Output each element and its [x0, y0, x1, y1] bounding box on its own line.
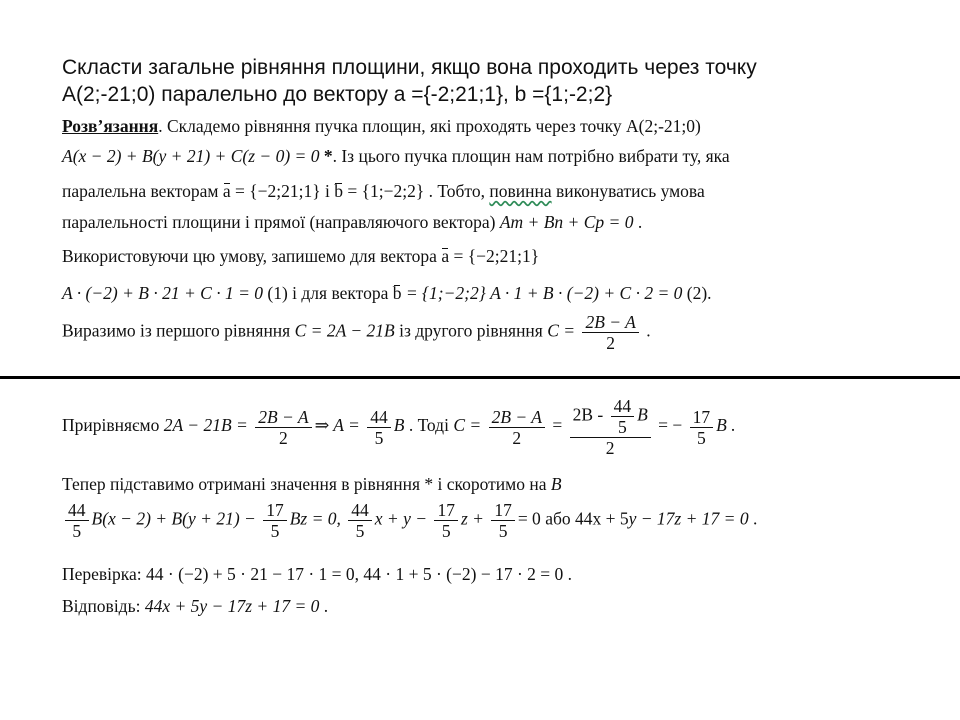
fraction — [489, 407, 545, 448]
text-fragment: або 44x + 5 — [540, 508, 629, 529]
star-mark: * — [319, 146, 333, 166]
inner-fraction — [611, 396, 635, 437]
compound-fraction — [570, 396, 651, 458]
fraction-denominator: 5 — [498, 521, 508, 542]
fraction-denominator: 5 — [72, 521, 82, 542]
equation-term: Bz = 0, — [289, 508, 341, 529]
equation-term: = 0 — [517, 508, 541, 529]
fraction-denominator: 2 — [512, 427, 522, 448]
text-fragment: Прирівняємо — [62, 415, 164, 436]
text-fragment: із другого рівняння — [394, 320, 548, 341]
slide-divider — [0, 376, 960, 379]
fraction — [582, 312, 638, 353]
text-fragment: = {−2;21;1} і — [230, 181, 335, 201]
c-label: C = — [547, 320, 576, 341]
fraction — [367, 407, 391, 448]
text-fragment: Тепер підставимо отримані значення в рівняння * і скоротимо на — [62, 474, 551, 494]
equate-line — [62, 396, 736, 458]
fraction — [263, 500, 287, 541]
vector-b: b — [334, 181, 344, 201]
substitute-line — [62, 474, 562, 495]
equation-term: x + y − — [374, 508, 428, 529]
fraction-numerator: 2B − A — [582, 312, 638, 333]
answer-equation: 44x + 5y − 17z + 17 = 0 — [144, 596, 320, 616]
fraction-numerator: 2B − A — [255, 407, 311, 428]
solution-line-3 — [62, 181, 705, 202]
answer-line — [62, 596, 328, 617]
fraction — [491, 500, 515, 541]
final-equation: y − 17z + 17 = 0 — [628, 508, 749, 529]
fraction-denominator: 2 — [606, 333, 616, 354]
var-b: B . — [716, 415, 736, 436]
equation-term: z + — [460, 508, 484, 529]
fraction-denominator: 2 — [605, 438, 615, 459]
fraction-denominator: 2 — [279, 427, 288, 448]
fraction-denominator: 5 — [374, 427, 384, 448]
fraction-denominator: 5 — [697, 427, 706, 448]
vector-a: a — [441, 246, 450, 266]
text-fragment: виконуватись умова — [551, 181, 705, 201]
c-label: C = — [453, 415, 482, 436]
fraction-numerator — [570, 396, 651, 438]
fraction-denominator: 5 — [270, 521, 280, 542]
solution-line-2-text: . Із цього пучка площин нам потрібно вибрати ту, яка — [332, 146, 730, 166]
c-from-eq1: C = 2A − 21B — [294, 320, 395, 341]
solution-line-5 — [62, 246, 539, 267]
text-fragment: . — [748, 508, 758, 529]
fraction-numerator: 17 — [263, 500, 287, 521]
pencil-equation: A(x − 2) + B(y + 21) + C(z − 0) = 0 — [62, 146, 320, 166]
var-b: B — [550, 474, 562, 494]
text-fragment: . — [563, 564, 573, 584]
solution-intro: . Складемо рівняння пучка площин, які проходять через точку А(2;-21;0) — [158, 116, 701, 136]
fraction — [255, 407, 311, 448]
fraction — [348, 500, 372, 541]
text-fragment: . — [633, 212, 643, 232]
fraction — [690, 407, 714, 448]
text-fragment: паралельності площини і прямої (направляючого вектора) — [62, 212, 500, 232]
substituted-equation-line — [62, 500, 757, 541]
check-label: Перевірка: — [62, 564, 147, 584]
text-fragment: (1) і для вектора — [263, 283, 393, 303]
fraction-numerator: 44 — [611, 396, 635, 417]
solution-line-4 — [62, 212, 642, 233]
text-fragment: Виразимо із першого рівняння — [62, 320, 295, 341]
text-fragment: = − — [653, 415, 683, 436]
equation-2: = {1;−2;2} A · 1 + B · (−2) + C · 2 = 0 — [401, 283, 683, 303]
solution-label: Розв’язання — [62, 116, 159, 136]
text-fragment: (2). — [682, 283, 712, 303]
implies-expr: ⇒ A = — [314, 415, 360, 436]
text-fragment: . — [319, 596, 329, 616]
solution-line-7 — [62, 312, 651, 353]
fraction-numerator: 2B − A — [489, 407, 545, 428]
fraction-numerator: 44 — [65, 500, 89, 521]
equation-1: A · (−2) + B · 21 + C · 1 = 0 — [62, 283, 264, 303]
fraction — [65, 500, 89, 541]
text-fragment: . — [641, 320, 651, 341]
parallel-condition: Am + Bn + Cp = 0 — [499, 212, 634, 232]
fraction-numerator: 17 — [491, 500, 515, 521]
title-line-2: А(2;-21;0) паралельно до вектору а ={-2;21;1}, b ={1;-2;2} — [62, 83, 613, 106]
equation-term: B(x − 2) + B(y + 21) − — [91, 508, 256, 529]
text-fragment: = {1;−2;2} . Тобто, — [343, 181, 490, 201]
solution-line-1 — [62, 116, 701, 137]
fraction-numerator: 17 — [434, 500, 458, 521]
fraction-denominator: 5 — [441, 521, 451, 542]
vector-b: b — [392, 283, 402, 303]
text-fragment: = {−2;21;1} — [449, 246, 540, 266]
check-equation: 44 · (−2) + 5 · 21 − 17 · 1 = 0, 44 · 1 + 5 · (−2) − 17 · 2 = 0 — [146, 564, 564, 584]
vector-a: a — [222, 181, 231, 201]
answer-label: Відповідь: — [62, 596, 145, 616]
text-fragment: Використовуючи цю умову, запишемо для вектора — [62, 246, 442, 266]
check-line — [62, 564, 572, 585]
equate-expr: 2A − 21B = — [163, 415, 248, 436]
text-fragment: 2B - — [572, 404, 608, 425]
text-fragment: паралельна векторам — [62, 181, 223, 201]
text-fragment: = — [547, 415, 567, 436]
fraction-numerator: 44 — [348, 500, 372, 521]
fraction-denominator: 5 — [617, 417, 627, 438]
var-b: B — [393, 415, 405, 436]
title-line-1: Скласти загальне рівняння площини, якщо вона проходить через точку — [62, 56, 757, 79]
fraction-denominator: 5 — [355, 521, 365, 542]
fraction-numerator: 44 — [367, 407, 391, 428]
var-b: B — [637, 404, 648, 425]
solution-line-6 — [62, 283, 712, 304]
fraction — [434, 500, 458, 541]
fraction-numerator: 17 — [690, 407, 714, 428]
spellcheck-word: повинна — [489, 181, 552, 201]
text-fragment: . Тоді — [404, 415, 454, 436]
solution-line-2 — [62, 146, 730, 167]
